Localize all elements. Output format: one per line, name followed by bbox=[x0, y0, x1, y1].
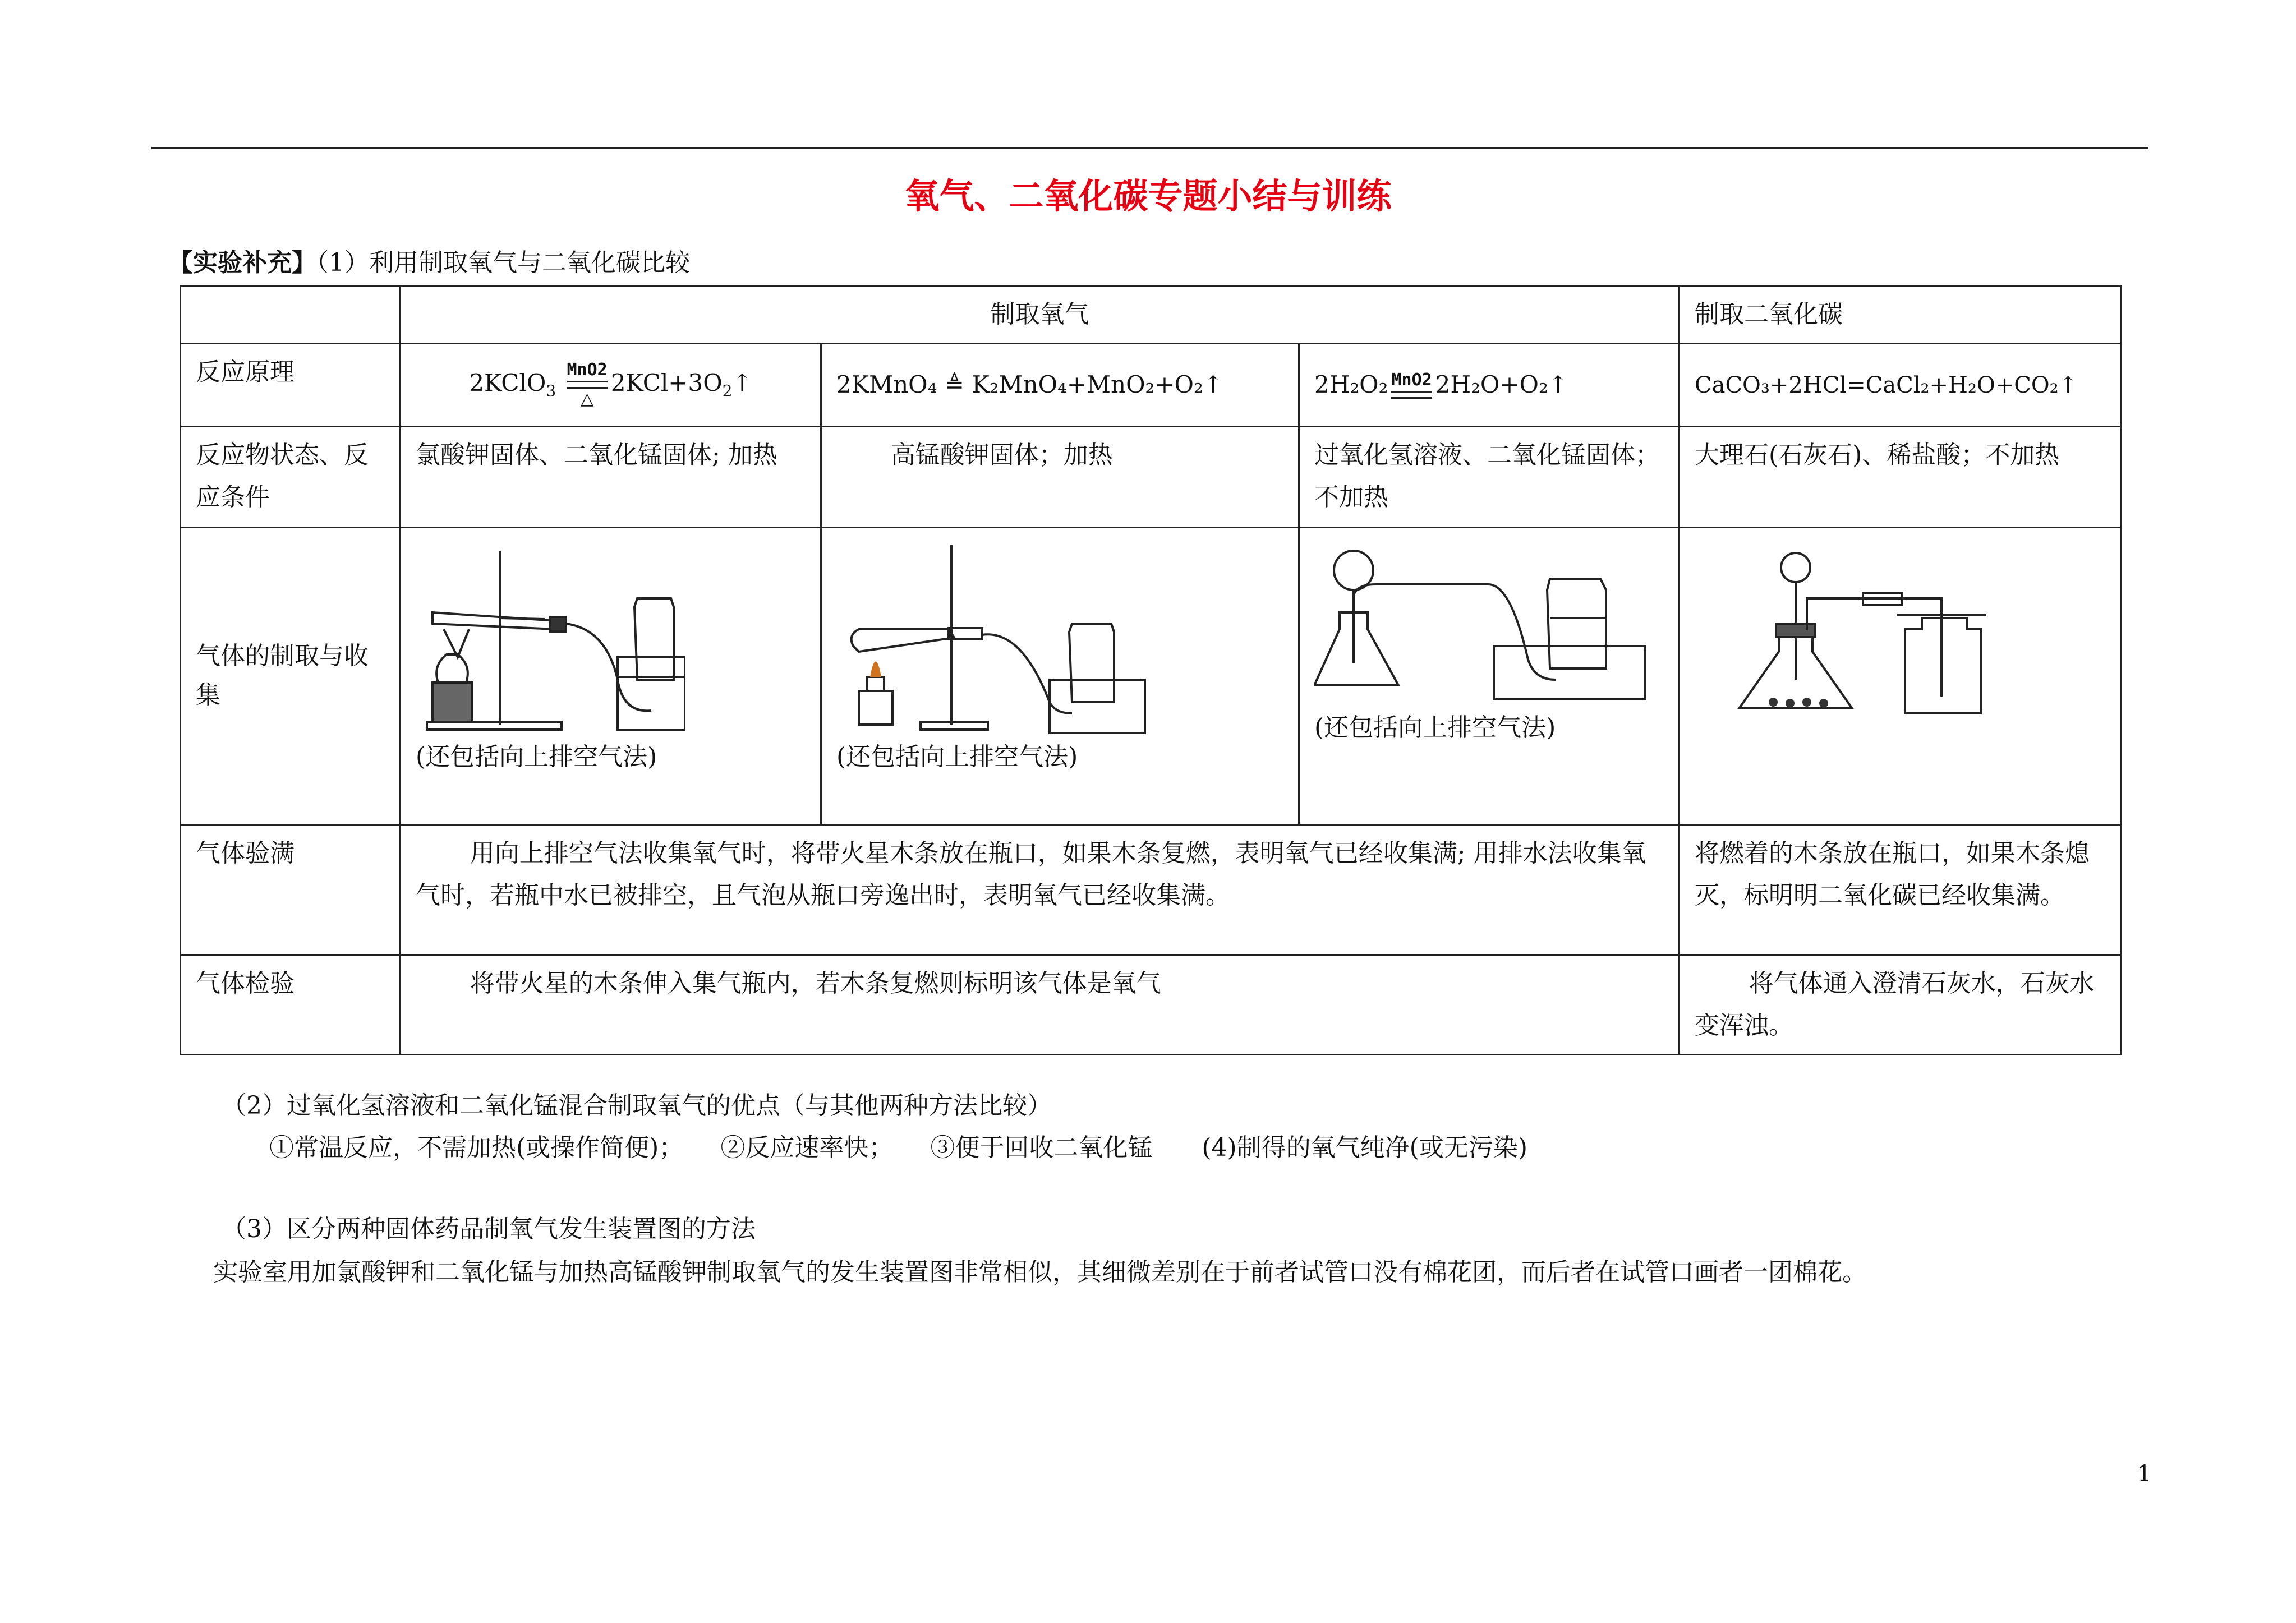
section3-heading: （3）区分两种固体药品制氧气发生装置图的方法 bbox=[222, 1215, 756, 1243]
row-test bbox=[181, 955, 2122, 1054]
row-label-test: 气体检验 bbox=[181, 955, 401, 1054]
collect-caco3 bbox=[1680, 527, 2122, 824]
section2-heading: （2）过氧化氢溶液和二氧化锰混合制取氧气的优点（与其他两种方法比较） bbox=[222, 1091, 1052, 1120]
section3-body: 实验室用加氯酸钾和二氧化锰与加热高锰酸钾制取氧气的发生装置图非常相似，其细微差别在于前者试管口没有棉花团，而后者在试管口画者一团棉花。 bbox=[213, 1258, 1867, 1287]
intro-text: （1）利用制取氧气与二氧化碳比较 bbox=[316, 248, 690, 277]
collect-kclo3-note: (还包括向上排空气法) bbox=[416, 742, 657, 771]
test-co2: 将气体通入澄清石灰水，石灰水变浑浊。 bbox=[1680, 955, 2122, 1054]
collect-h2o2-note: (还包括向上排空气法) bbox=[1314, 713, 1556, 742]
co2-generation-apparatus-diagram bbox=[1695, 545, 1986, 725]
table-header-row bbox=[181, 286, 2122, 344]
row-label-collect: 气体的制取与收集 bbox=[181, 527, 401, 824]
intro-line bbox=[168, 242, 690, 278]
state-kclo3: 氯酸钾固体、二氧化锰固体; 加热 bbox=[401, 426, 821, 527]
row-label-full: 气体验满 bbox=[181, 824, 401, 955]
header-co2: 制取二氧化碳 bbox=[1680, 286, 2122, 344]
page-title: 氧气、二氧化碳专题小结与训练 bbox=[904, 176, 1392, 216]
equation-caco3: CaCO₃+2HCl=CaCl₂+H₂O+CO₂↑ bbox=[1680, 343, 2122, 426]
kmno4-heating-apparatus-diagram bbox=[836, 545, 1151, 736]
state-kmno4: 高锰酸钾固体；加热 bbox=[821, 426, 1299, 527]
reaction-condition: MnO2 △ bbox=[567, 360, 608, 409]
state-h2o2: 过氧化氢溶液、二氧化锰固体；不加热 bbox=[1299, 426, 1680, 527]
equation-h2o2: 2H₂O₂ MnO2 2H₂O+O₂↑ bbox=[1299, 343, 1680, 426]
row-state bbox=[181, 426, 2122, 527]
header-o2: 制取氧气 bbox=[401, 286, 1680, 344]
kclo3-heating-apparatus-diagram bbox=[416, 545, 685, 736]
reaction-condition: MnO2 bbox=[1391, 372, 1432, 401]
row-label-state: 反应物状态、反应条件 bbox=[181, 426, 401, 527]
page-number: 1 bbox=[2137, 1461, 2152, 1487]
section2-points: ①常温反应，不需加热(或操作简便)； ②反应速率快； ③便于回收二氧化锰 (4)制得的氧气纯净(或无污染) bbox=[269, 1133, 1527, 1162]
intro-bracket: 【实验补充】 bbox=[168, 248, 316, 277]
collect-kclo3 bbox=[401, 527, 821, 824]
row-label-principle: 反应原理 bbox=[181, 343, 401, 426]
collect-h2o2 bbox=[1299, 527, 1680, 824]
header-blank-cell bbox=[181, 286, 401, 344]
row-principle bbox=[181, 343, 2122, 426]
full-co2: 将燃着的木条放在瓶口，如果木条熄灭，标明明二氧化碳已经收集满。 bbox=[1680, 824, 2122, 955]
comparison-table bbox=[180, 285, 2122, 1055]
header-rule bbox=[151, 147, 2148, 149]
equation-kmno4: 2KMnO₄ ≜ K₂MnO₄+MnO₂+O₂↑ bbox=[821, 343, 1299, 426]
row-full bbox=[181, 824, 2122, 955]
row-collect bbox=[181, 527, 2122, 824]
full-o2: 用向上排空气法收集氧气时，将带火星木条放在瓶口，如果木条复燃，表明氧气已经收集满; 用排水法收集氧气时，若瓶中水已被排空，且气泡从瓶口旁逸出时，表明氧气已经收集满。 bbox=[401, 824, 1680, 955]
collect-kmno4-note: (还包括向上排空气法) bbox=[836, 742, 1078, 771]
state-caco3: 大理石(石灰石)、稀盐酸；不加热 bbox=[1680, 426, 2122, 527]
test-o2: 将带火星的木条伸入集气瓶内，若木条复燃则标明该气体是氧气 bbox=[401, 955, 1680, 1054]
collect-kmno4 bbox=[821, 527, 1299, 824]
h2o2-decomposition-apparatus-diagram bbox=[1314, 545, 1651, 702]
equation-kclo3: 2KClO$_3$ MnO2 △ $2KCl+3O_2↑$ bbox=[401, 343, 821, 426]
